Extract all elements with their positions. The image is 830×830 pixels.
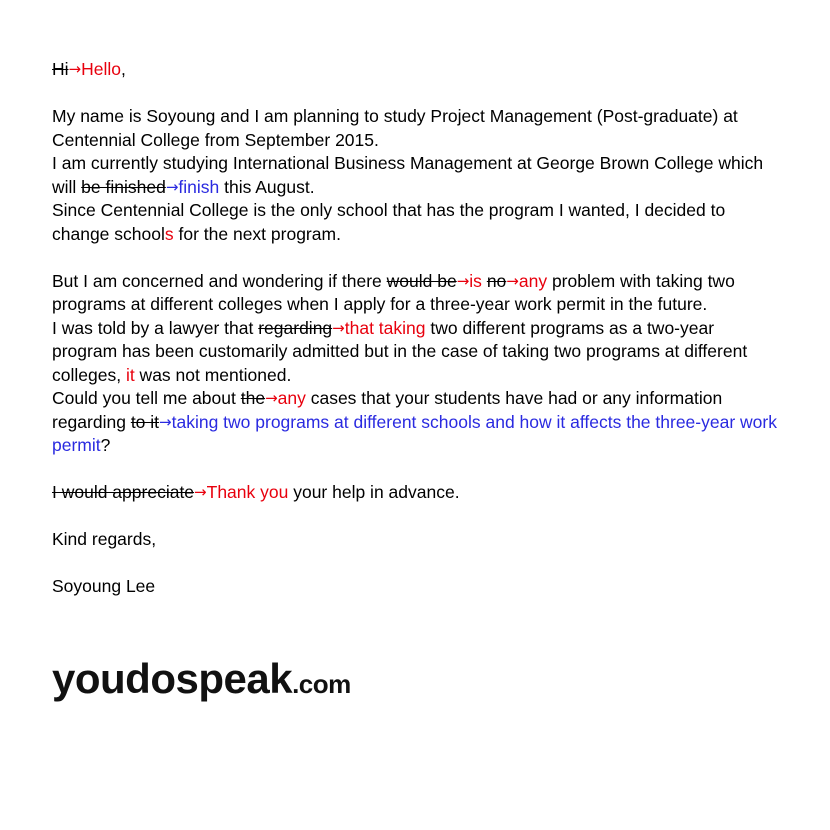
paragraph-concern [52, 270, 778, 317]
question-line-1: Could you tell me about [52, 388, 241, 408]
inserted-text-taking-two-programs: taking two programs at different schools and how it affects the three-year work permit [52, 411, 777, 455]
inserted-text-hello: Hello [81, 59, 121, 79]
closing-line: Kind regards, [52, 529, 157, 549]
logo-tld: .com [292, 669, 351, 699]
inserted-text-that-taking: that taking [344, 317, 426, 338]
inserted-text-is: is [469, 270, 482, 291]
concern-tail: problem with taking two programs at different colleges when I apply for a three-year work permit in the future. [52, 270, 735, 314]
signature-line: Soyoung Lee [52, 576, 156, 596]
inserted-text-finish: finish [178, 176, 220, 197]
reason-line-2: decided to change school [52, 200, 726, 244]
arrow-icon: → [506, 271, 519, 290]
paragraph-spacer [52, 505, 778, 529]
lawyer-line-1: I was told by a lawyer that [52, 317, 259, 338]
paragraph-current-study [52, 152, 778, 199]
concern-lead: But I am concerned and wondering if there [52, 270, 387, 291]
deleted-text-the: the [240, 388, 266, 408]
paragraph-reason [52, 199, 778, 246]
arrow-icon: → [159, 412, 172, 431]
paragraph-question [52, 387, 778, 458]
arrow-icon: → [456, 271, 470, 290]
arrow-icon: → [265, 389, 278, 407]
lawyer-line-2: two different programs as a two-year program has been customarily admitted but in the case of taking two programs at different colleges, [52, 317, 748, 385]
deleted-text-would-be: would be [386, 270, 457, 291]
paragraph-spacer [52, 246, 778, 270]
deleted-text-to-it: to it [130, 411, 160, 432]
arrow-icon: → [332, 318, 345, 337]
arrow-icon: → [194, 483, 207, 501]
reason-line-3: for the next program. [173, 223, 341, 244]
reason-line-1: Since Centennial College is the only school that has the program I wanted, I [52, 200, 640, 220]
youdospeak-logo [52, 655, 351, 703]
paragraph-spacer [52, 458, 778, 482]
greeting-line [52, 58, 778, 82]
logo-word: youdospeak [52, 655, 293, 702]
thanks-tail: your help in advance. [288, 482, 460, 502]
question-mark: ? [100, 435, 111, 455]
current-study-line-1: I am currently studying International Business Management at George Brown [52, 153, 650, 173]
greeting-comma: , [121, 59, 126, 79]
inserted-text-s: s [164, 223, 174, 244]
current-study-line-2: College which will [52, 153, 764, 197]
paragraph-spacer [52, 82, 778, 106]
inserted-text-any-2: any [277, 388, 306, 408]
inserted-text-thank-you: Thank you [206, 482, 289, 502]
inserted-text-any: any [518, 270, 548, 291]
lawyer-line-3: was not mentioned. [134, 364, 292, 385]
deleted-text-be-finished: be finished [81, 176, 166, 197]
deleted-text-regarding: regarding [258, 317, 333, 338]
document-body [52, 58, 778, 599]
question-line-2: cases that your students have had or any information regarding [52, 388, 723, 432]
paragraph-thanks [52, 481, 778, 505]
intro-line-1: My name is Soyoung and I am planning to study Project Management (Post- [52, 106, 644, 126]
deleted-text-i-would-appreciate: I would appreciate [52, 482, 195, 502]
paragraph-intro [52, 105, 778, 152]
paragraph-spacer [52, 552, 778, 576]
paragraph-lawyer [52, 317, 778, 388]
intro-line-2: graduate) at Centennial College from September 2015. [52, 106, 738, 150]
arrow-icon: → [68, 60, 82, 78]
current-study-line-3: this August. [219, 176, 315, 197]
deleted-text-no: no [486, 270, 507, 291]
deleted-text-hi: Hi [52, 59, 69, 79]
arrow-icon: → [165, 177, 179, 196]
inserted-text-it: it [125, 364, 135, 385]
